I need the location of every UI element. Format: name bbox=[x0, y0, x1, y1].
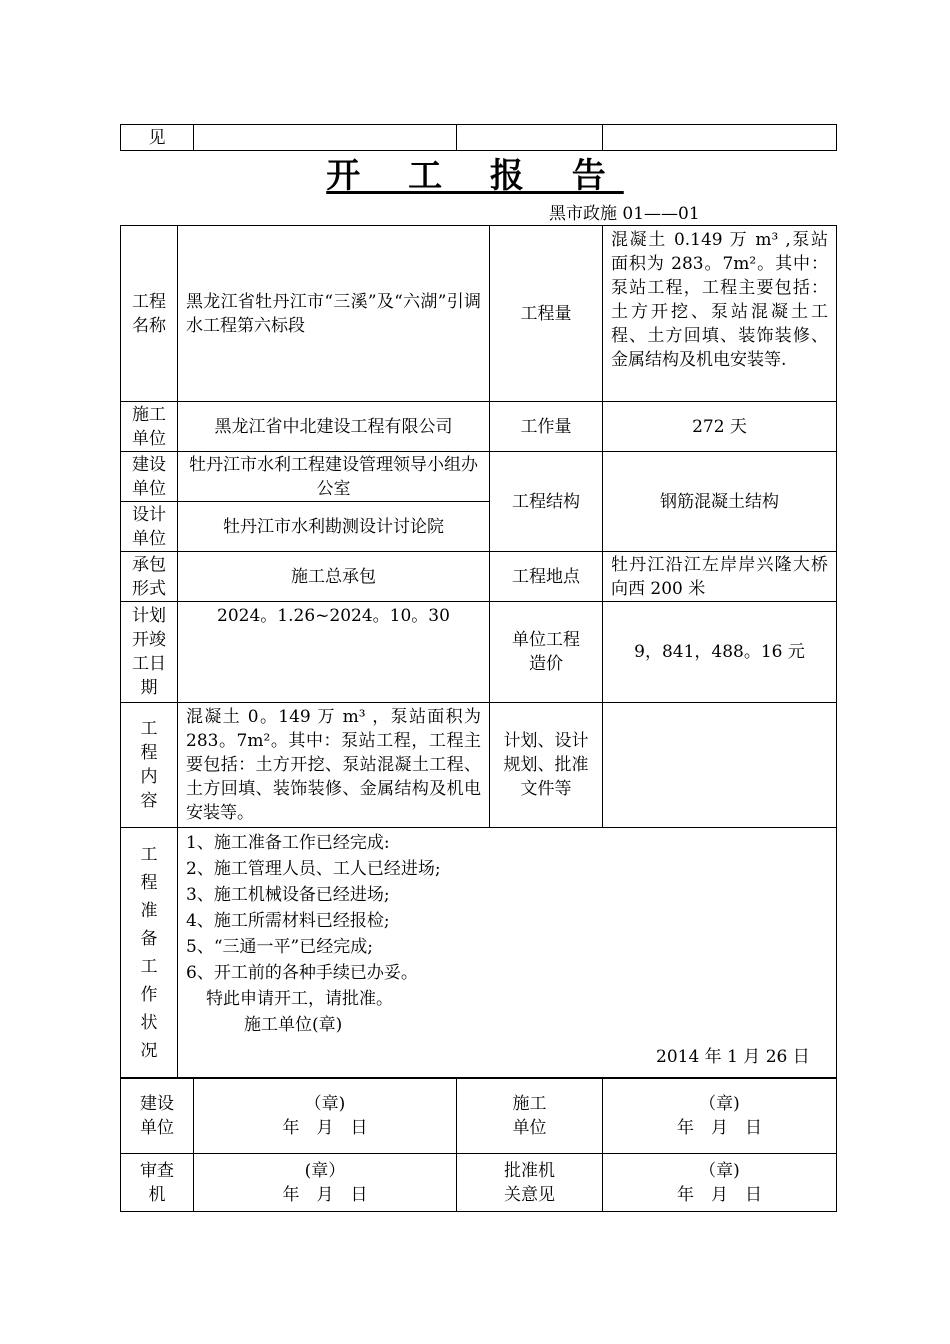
preparation-date: 2014 年 1 月 26 日 bbox=[656, 1047, 810, 1067]
structure-value: 钢筋混凝土结构 bbox=[603, 452, 837, 552]
location-value: 牡丹江沿江左岸岸兴隆大桥向西 200 米 bbox=[603, 552, 837, 602]
contract-value: 施工总承包 bbox=[178, 552, 490, 602]
top-partial-table bbox=[120, 124, 837, 151]
preparation-item: 6、开工前的各种手续已办妥。 bbox=[186, 963, 418, 983]
preparation-item: 1、施工准备工作已经完成: bbox=[186, 833, 390, 853]
preparation-content bbox=[178, 828, 837, 1078]
review-label: 审查机 bbox=[121, 1154, 194, 1212]
quantity-value: 混凝土 0.149 万 m³ ,泵站面积为 283。7m²。其中：泵站工程，工程主要包括：土方开挖、泵站混凝土工程、土方回填、装饰装修、金属结构及机电安装等. bbox=[603, 226, 837, 402]
contract-label: 承包形式 bbox=[121, 552, 178, 602]
owner-label: 建设单位 bbox=[121, 452, 178, 502]
report-title: 开 工 报 告 bbox=[326, 156, 624, 196]
document-number: 黑市政施 01——01 bbox=[549, 204, 700, 224]
contractor-seal: （章) 年 月 日 bbox=[603, 1079, 837, 1154]
quantity-label: 工程量 bbox=[490, 226, 603, 402]
request-text: 特此申请开工，请批准。 bbox=[206, 989, 393, 1009]
review-seal: (章） 年 月 日 bbox=[194, 1154, 457, 1212]
owner-value: 牡丹江市水利工程建设管理领导小组办公室 bbox=[178, 452, 490, 502]
preparation-item: 3、施工机械设备已经进场; bbox=[186, 885, 390, 905]
designer-label: 设计单位 bbox=[121, 502, 178, 552]
location-label: 工程地点 bbox=[490, 552, 603, 602]
top-row-cell bbox=[603, 125, 837, 151]
preparation-item: 4、施工所需材料已经报检; bbox=[186, 911, 390, 931]
owner-seal: （章) 年 月 日 bbox=[194, 1079, 457, 1154]
content-value: 混凝土 0。149 万 m³ ，泵站面积为 283。7m²。其中：泵站工程，工程主要包括：土方开挖、泵站混凝土工程、土方回填、装饰装修、金属结构及机电安装等。 bbox=[178, 703, 490, 828]
work-label: 工作量 bbox=[490, 402, 603, 452]
approval-seal: （章) 年 月 日 bbox=[603, 1154, 837, 1212]
docs-label: 计划、设计规划、批准文件等 bbox=[490, 703, 603, 828]
cost-label: 单位工程造价 bbox=[490, 602, 603, 703]
approval-label: 批准机关意见 bbox=[457, 1154, 603, 1212]
content-label: 工程内容 bbox=[121, 703, 178, 828]
project-name-label: 工程名称 bbox=[121, 226, 178, 402]
cost-value: 9，841，488。16 元 bbox=[603, 602, 837, 703]
top-row-cell bbox=[457, 125, 603, 151]
signature-table bbox=[120, 1078, 837, 1212]
preparation-item: 2、施工管理人员、工人已经进场; bbox=[186, 859, 441, 879]
schedule-label: 计划开竣工日期 bbox=[121, 602, 178, 703]
report-table bbox=[120, 225, 837, 1078]
work-value: 272 天 bbox=[603, 402, 837, 452]
schedule-value: 2024。1.26~2024。10。30 bbox=[178, 602, 490, 703]
preparation-item: 5、“三通一平”已经完成; bbox=[186, 937, 373, 957]
project-name-value: 黑龙江省牡丹江市“三溪”及“六湖”引调水工程第六标段 bbox=[178, 226, 490, 402]
designer-value: 牡丹江市水利勘测设计讨论院 bbox=[178, 502, 490, 552]
contractor-label: 施工单位 bbox=[121, 402, 178, 452]
contractor-value: 黑龙江省中北建设工程有限公司 bbox=[178, 402, 490, 452]
docs-value bbox=[603, 703, 837, 828]
owner-sign-label: 建设单位 bbox=[121, 1079, 194, 1154]
preparation-label: 工程准备工作状况 bbox=[121, 828, 178, 1078]
structure-label: 工程结构 bbox=[490, 452, 603, 552]
contractor-sign-label: 施工单位 bbox=[457, 1079, 603, 1154]
top-row-label: 见 bbox=[121, 125, 194, 151]
signer-text: 施工单位(章) bbox=[244, 1015, 343, 1035]
top-row-cell bbox=[194, 125, 457, 151]
